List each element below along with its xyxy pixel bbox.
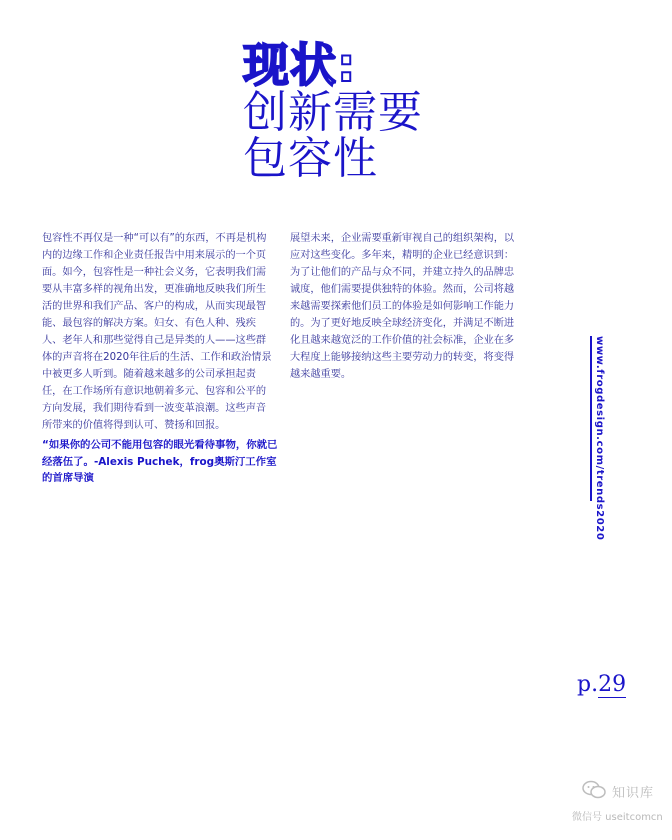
page-prefix: p. [577,672,599,697]
vertical-url-block [588,336,608,541]
title-line-1: 现状: [243,38,357,92]
title-line-2: 创新需要 [243,87,423,138]
page-number [577,672,626,697]
body-column-left: 包容性不再仅是一种“可以有”的东西，不再是机构内的边缘工作和企业责任报告中用来展示的一个页面。如今，包容性是一种社会义务，它表明我们需要从丰富多样的视角出发，更准确地反映我们所生活的世界和我们产品、客户的构成，从而实现最智能、最包容的解决方案。妇女、有色人种、残疾人、老年人和那些觉得自己是异类的人——这些群体的声音将在2020年往后的生活、工作和政治情景中被更多人听到。随着越来越多的公司承担起责任，在工作场所有意识地朝着多元、包容和公平的方向发展，我们期待看到一波变革浪潮。这些声音所带来的价值将得到认可、赞扬和回报。 [42,233,272,431]
watermark-title: 知识库 [612,786,655,801]
page-number-value: 29 [598,672,627,697]
vertical-url[interactable]: www.frogdesign.com/trends2020 [594,336,605,541]
title-block [243,40,423,182]
vertical-rule [590,336,592,501]
pull-quote: “如果你的公司不能用包容的眼光看待事物，你就已经落伍了。-Alexis Puchek，frog奥斯汀工作室的首席导演 [42,439,278,484]
wechat-icon [582,780,606,800]
body-column-right: 展望未来，企业需要重新审视自己的组织架构，以应对这些变化。多年来，精明的企业已经意识到：为了让他们的产品与众不同，并建立持久的品牌忠诚度，他们需要提供独特的体验。然而，公司将越来越需要探索他们员工的体验是如何影响工作能力的。为了更好地反映全球经济变化，并满足不断进化且越来越宽泛的工作价值的社会标准，企业在多大程度上能够接纳这些主要劳动力的转变，将变得越来越重要。 [290,233,515,380]
title-line-3: 包容性 [243,133,378,184]
watermark [572,780,668,830]
watermark-account: 微信号 useitcomcn [572,812,663,823]
